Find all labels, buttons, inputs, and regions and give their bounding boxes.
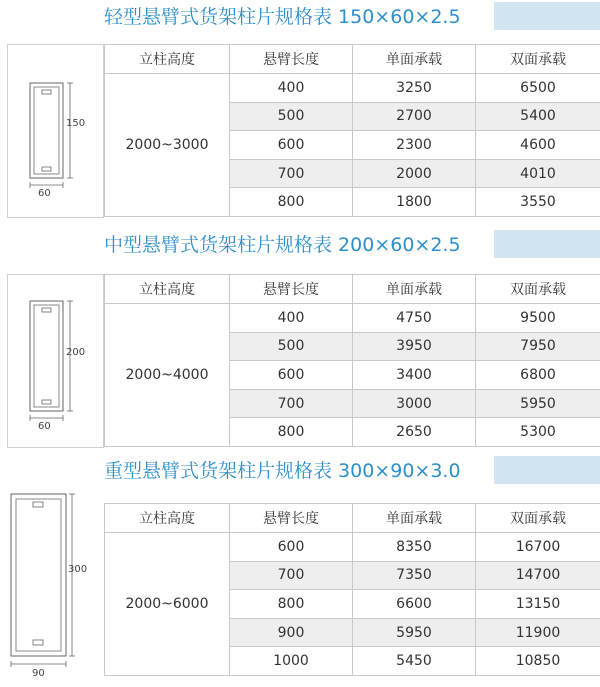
header-column-height: 立柱高度 — [105, 45, 230, 74]
arm-length-cell: 600 — [230, 361, 353, 390]
profile-height-label: 300 — [68, 564, 87, 575]
section-title: 轻型悬臂式货架柱片规格表 150×60×2.5 — [104, 0, 461, 34]
header-arm-length: 悬臂长度 — [230, 504, 353, 533]
profile-height-label: 200 — [66, 347, 85, 358]
column-height-cell: 2000~6000 — [105, 533, 230, 676]
double-load-cell: 3550 — [476, 188, 600, 217]
single-load-cell: 2000 — [353, 159, 476, 188]
column-height-cell: 2000~3000 — [105, 74, 230, 217]
title-accent-bar — [494, 456, 600, 484]
spec-table — [104, 503, 600, 676]
arm-length-cell: 1000 — [230, 647, 353, 676]
single-load-cell: 7350 — [353, 561, 476, 590]
single-load-cell: 3250 — [353, 74, 476, 103]
single-load-cell: 2300 — [353, 131, 476, 160]
header-column-height: 立柱高度 — [105, 275, 230, 304]
spec-table — [104, 274, 600, 447]
column-profile-diagram — [7, 274, 104, 448]
arm-length-cell: 900 — [230, 618, 353, 647]
header-double-load: 双面承载 — [476, 45, 600, 74]
profile-width-label: 60 — [38, 421, 51, 432]
section-title: 中型悬臂式货架柱片规格表 200×60×2.5 — [104, 228, 461, 262]
profile-width-label: 60 — [38, 188, 51, 199]
double-load-cell: 11900 — [476, 618, 600, 647]
arm-length-cell: 500 — [230, 102, 353, 131]
single-load-cell: 1800 — [353, 188, 476, 217]
spec-table — [104, 44, 600, 217]
header-single-load: 单面承载 — [353, 45, 476, 74]
double-load-cell: 4010 — [476, 159, 600, 188]
double-load-cell: 5300 — [476, 418, 600, 447]
single-load-cell: 2650 — [353, 418, 476, 447]
header-arm-length: 悬臂长度 — [230, 275, 353, 304]
arm-length-cell: 700 — [230, 389, 353, 418]
header-double-load: 双面承载 — [476, 275, 600, 304]
arm-length-cell: 600 — [230, 131, 353, 160]
arm-length-cell: 500 — [230, 332, 353, 361]
arm-length-cell: 800 — [230, 188, 353, 217]
column-profile-diagram — [0, 488, 100, 683]
double-load-cell: 9500 — [476, 304, 600, 333]
double-load-cell: 6800 — [476, 361, 600, 390]
header-double-load: 双面承载 — [476, 504, 600, 533]
arm-length-cell: 600 — [230, 533, 353, 562]
header-single-load: 单面承载 — [353, 504, 476, 533]
arm-length-cell: 800 — [230, 418, 353, 447]
single-load-cell: 5450 — [353, 647, 476, 676]
arm-length-cell: 400 — [230, 74, 353, 103]
single-load-cell: 2700 — [353, 102, 476, 131]
title-accent-bar — [494, 2, 600, 30]
single-load-cell: 3400 — [353, 361, 476, 390]
double-load-cell: 5400 — [476, 102, 600, 131]
double-load-cell: 16700 — [476, 533, 600, 562]
arm-length-cell: 800 — [230, 590, 353, 619]
double-load-cell: 13150 — [476, 590, 600, 619]
double-load-cell: 7950 — [476, 332, 600, 361]
arm-length-cell: 700 — [230, 561, 353, 590]
single-load-cell: 8350 — [353, 533, 476, 562]
single-load-cell: 6600 — [353, 590, 476, 619]
profile-width-label: 90 — [32, 668, 45, 679]
single-load-cell: 5950 — [353, 618, 476, 647]
column-profile-diagram — [7, 44, 104, 218]
arm-length-cell: 400 — [230, 304, 353, 333]
section-title: 重型悬臂式货架柱片规格表 300×90×3.0 — [104, 454, 461, 488]
header-arm-length: 悬臂长度 — [230, 45, 353, 74]
double-load-cell: 14700 — [476, 561, 600, 590]
column-height-cell: 2000~4000 — [105, 304, 230, 447]
double-load-cell: 4600 — [476, 131, 600, 160]
single-load-cell: 3950 — [353, 332, 476, 361]
profile-height-label: 150 — [66, 118, 85, 129]
double-load-cell: 6500 — [476, 74, 600, 103]
double-load-cell: 5950 — [476, 389, 600, 418]
header-single-load: 单面承载 — [353, 275, 476, 304]
single-load-cell: 4750 — [353, 304, 476, 333]
header-column-height: 立柱高度 — [105, 504, 230, 533]
double-load-cell: 10850 — [476, 647, 600, 676]
title-accent-bar — [494, 230, 600, 258]
arm-length-cell: 700 — [230, 159, 353, 188]
single-load-cell: 3000 — [353, 389, 476, 418]
